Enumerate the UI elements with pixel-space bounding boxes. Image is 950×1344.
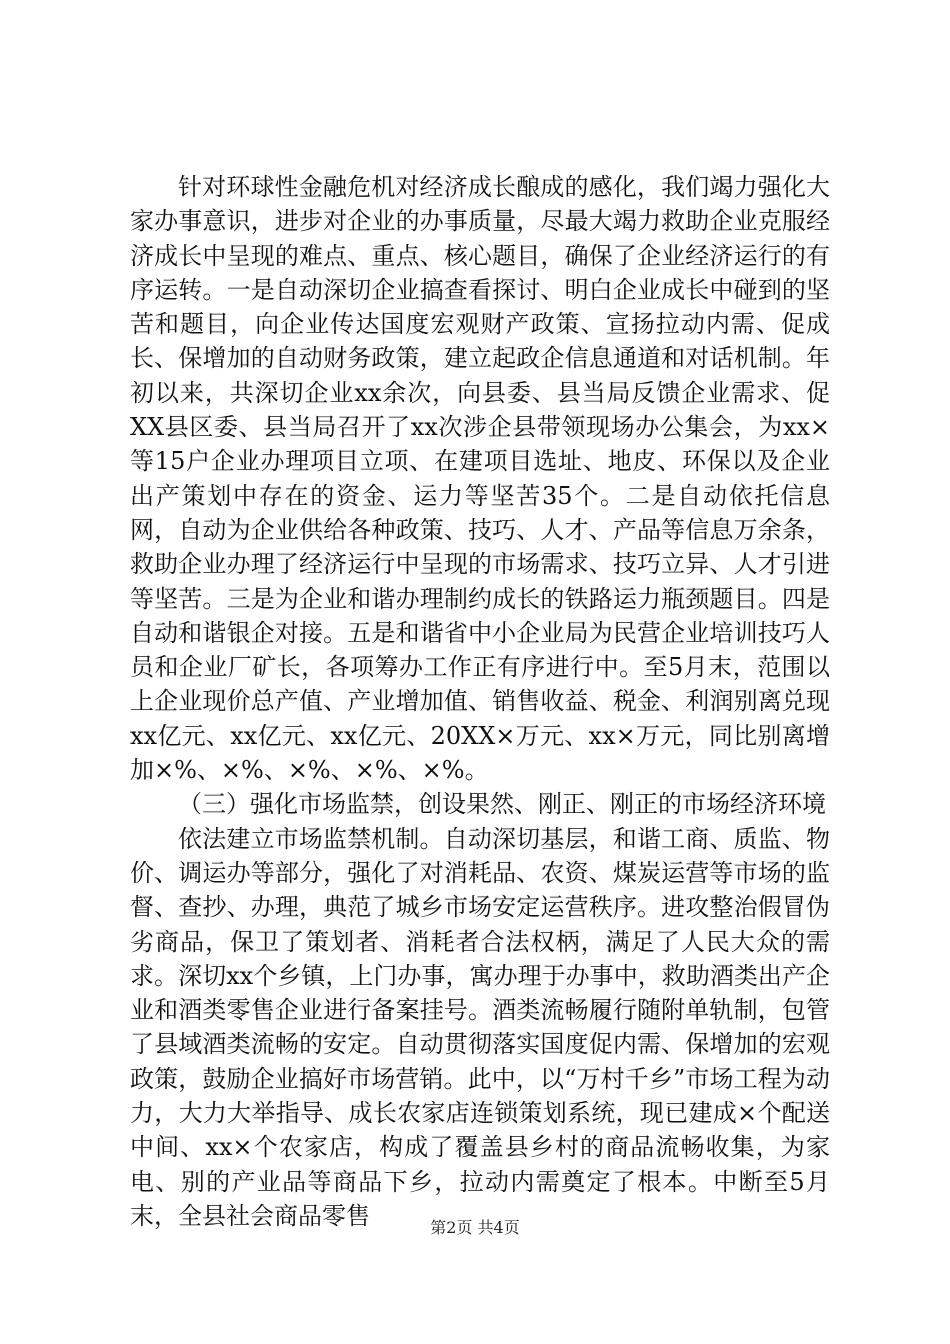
section-heading-market-supervision: （三）强化市场监禁，创设果然、刚正、刚正的市场经济环境	[178, 790, 826, 819]
paragraph-market-supervision: 依法建立市场监禁机制。自动深切基层，和谐工商、质监、物价、调运办等部分，强化了对消耗品、农资、煤炭运营等市场的监督、查抄、办理，典范了城乡市场安定运营秩序。进攻整治假冒伪劣商品，保卫了策划者、消耗者合法权柄，满足了人民大众的需求。深切xx个乡镇，上门办事，寓办理于办事中，救助酒类出产企业和酒类零售企业进行备案挂号。酒类流畅履行随附单轨制，包管了县域酒类流畅的安定。自动贯彻落实国度促内需、保增加的宏观政策，鼓励企业搞好市场营销。此中，以“万村千乡”市场工程为动力，大力大举指导、成长农家店连锁策划系统，现已建成×个配送中间、xx×个农家店，构成了覆盖县乡村的商品流畅收集，为家电、别的产业品等商品下乡，拉动内需奠定了根本。中断至5月末，全县社会商品零售	[130, 824, 830, 1230]
page-footer: 第2页 共4页	[430, 1218, 520, 1237]
document-body	[130, 170, 830, 1233]
paragraph-enterprise-service: 针对环球性金融危机对经济成长酿成的感化，我们竭力强化大家办事意识，进步对企业的办事质量，尽最大竭力救助企业克服经济成长中呈现的难点、重点、核心题目，确保了企业经济运行的有序运转。一是自动深切企业搞查看探讨、明白企业成长中碰到的坚苦和题目，向企业传达国度宏观财产政策、宣扬拉动内需、促成长、保增加的自动财务政策，建立起政企信息通道和对话机制。年初以来，共深切企业xx余次，向县委、县当局反馈企业需求、促XX县区委、县当局召开了xx次涉企县带领现场办公集会，为xx×等15户企业办理项目立项、在建项目选址、地皮、环保以及企业出产策划中存在的资金、运力等坚苦35个。二是自动依托信息网，自动为企业供给各种政策、技巧、人才、产品等信息万余条，救助企业办理了经济运行中呈现的市场需求、技巧立异、人才引进等坚苦。三是为企业和谐办理制约成长的铁路运力瓶颈题目。四是自动和谐银企对接。五是和谐省中小企业局为民营企业培训技巧人员和企业厂矿长，各项筹办工作正有序进行中。至5月末，范围以上企业现价总产值、产业增加值、销售收益、税金、利润别离兑现xx亿元、xx亿元、xx亿元、20XX×万元、xx×万元，同比别离增加×%、×%、×%、×%、×%。	[130, 173, 830, 785]
